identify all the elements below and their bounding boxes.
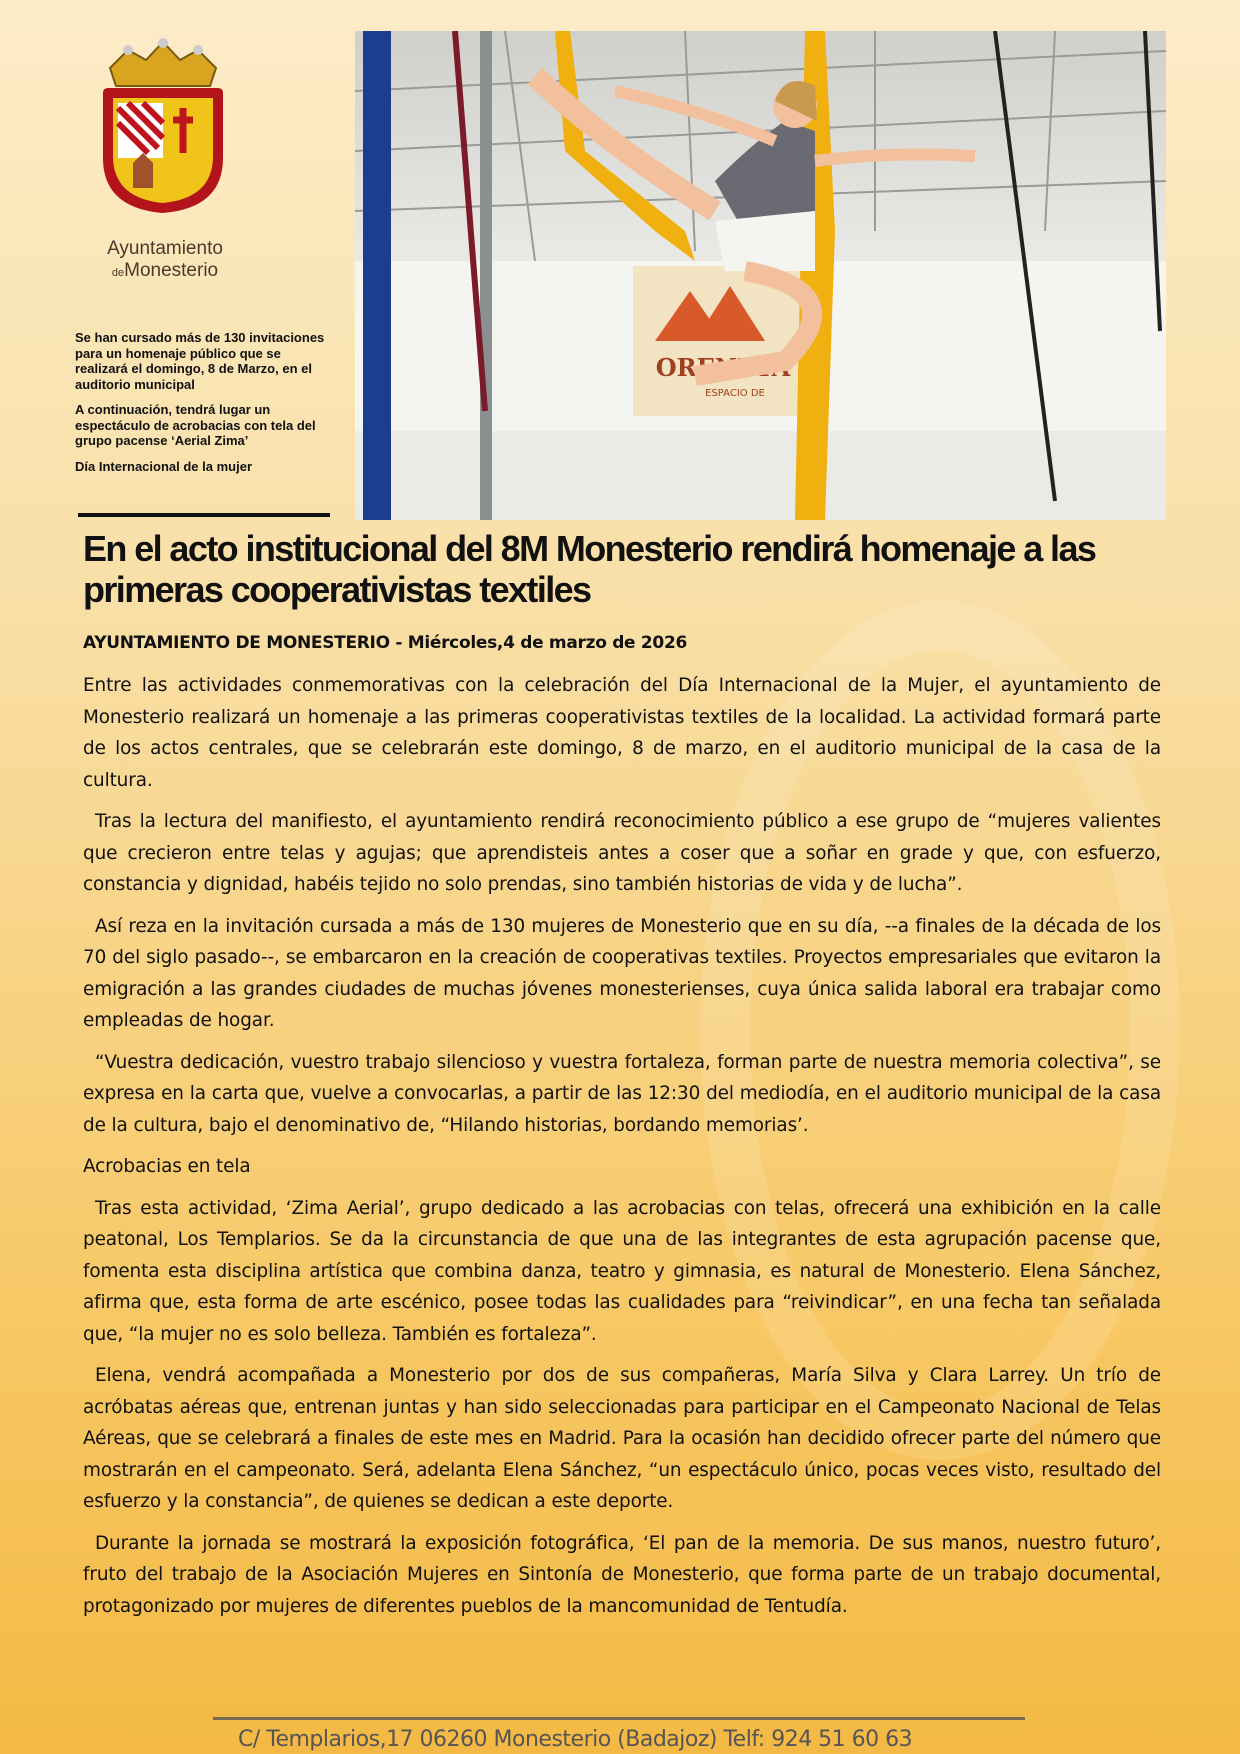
logo-text <box>90 238 240 284</box>
highlight-1: Se han cursado más de 130 invitaciones para un homenaje público que se realizará el domingo, 8 de Marzo, en el auditorio municipal <box>75 330 325 392</box>
logo-de: de <box>111 267 125 279</box>
highlight-2: A continuación, tendrá lugar un espectáculo de acrobacias con tela del grupo pacense ‘Aerial Zima’ <box>75 402 316 448</box>
paragraph: Durante la jornada se mostrará la exposición fotográfica, ‘El pan de la memoria. De sus manos, nuestro futuro’, fruto del trabajo de la Asociación Mujeres en Sintonía de Monesterio, que forma parte de un trabajo documental, protagonizado por mujeres de diferentes pueblos de la mancomunidad de Tentudía. <box>83 1532 1161 1617</box>
byline: AYUNTAMIENTO DE MONESTERIO - Miércoles,4 de marzo de 2026 <box>83 633 688 653</box>
divider <box>78 513 330 517</box>
sidebar-highlights <box>75 330 335 484</box>
logo-line-2 <box>90 260 240 284</box>
coat-of-arms-logo <box>88 38 238 238</box>
footer-address: C/ Templarios,17 06260 Monesterio (Badajoz) Telf: 924 51 60 63 <box>238 1727 913 1752</box>
paragraph: “Vuestra dedicación, vuestro trabajo silencioso y vuestra fortaleza, forman parte de nuestra memoria colectiva”, se expresa en la carta que, vuelve a convocarlas, a partir de las 12:30 del mediodía, en el auditorio municipal de la casa de la cultura, bajo el denominativo de, “Hilando historias, bordando memorias’. <box>83 1051 1161 1136</box>
headline: En el acto institucional del 8M Monesterio rendirá homenaje a las primeras cooperativistas textiles <box>83 528 1096 610</box>
aerial-acrobat-photo <box>355 31 1166 520</box>
footer-rule <box>213 1717 1025 1720</box>
paragraph: Elena, vendrá acompañada a Monesterio por dos de sus compañeras, María Silva y Clara Larrey. Un trío de acróbatas aéreas que, entrenan juntas y han sido seleccionadas para participar en el Campeonato Nacional de Telas Aéreas, que se celebrará a finales de este mes en Madrid. Para la ocasión han decidido ofrecer parte del número que mostrarán en el campeonato. Será, adelanta Elena Sánchez, “un espectáculo único, pocas veces visto, resultado del esfuerzo y la constancia”, de quienes se dedican a este deporte. <box>83 1365 1161 1512</box>
paragraph: Entre las actividades conmemorativas con la celebración del Día Internacional de la Mujer, el ayuntamiento de Monesterio realizará un homenaje a las primeras cooperativistas textiles de la localidad. La actividad formará parte de los actos centrales, que se celebrarán este domingo, 8 de marzo, en el auditorio municipal de la casa de la cultura. <box>83 675 1161 791</box>
paragraph: Tras esta actividad, ‘Zima Aerial’, grupo dedicado a las acrobacias con telas, ofrecerá una exhibición en la calle peatonal, Los Templarios. Se da la circunstancia de que una de las integrantes de esta agrupación pacense que, fomenta esta disciplina artística que combina danza, teatro y gimnasia, es natural de Monesterio. Elena Sánchez, afirma que, esta forma de arte escénico, posee todas las cualidades para “reivindicar”, en una fecha tan señalada que, “la mujer no es solo belleza. También es fortaleza”. <box>83 1197 1161 1345</box>
paragraph: Así reza en la invitación cursada a más de 130 mujeres de Monesterio que en su día, --a finales de la década de los 70 del siglo pasado--, se embarcaron en la creación de cooperativas textiles. Proyectos empresariales que evitaron la emigración a las grandes ciudades de muchas jóvenes monesterienses, cuya única salida laboral era trabajar como empleadas de hogar. <box>83 915 1161 1031</box>
highlight-3: Día Internacional de la mujer <box>75 458 252 474</box>
paragraph: Tras la lectura del manifiesto, el ayuntamiento rendirá reconocimiento público a ese grupo de “mujeres valientes que crecieron entre telas y agujas; que aprendisteis antes a coser que a soñar en grade y que, con esfuerzo, constancia y dignidad, habéis tejido no solo prendas, sino también historias de vida y de lucha”. <box>83 811 1161 895</box>
logo-monesterio: Monesterio <box>124 260 219 281</box>
article-body <box>83 670 1161 1632</box>
banner-text: ORENETA <box>655 353 791 382</box>
banner-subtext: ESPACIO DE <box>705 388 765 399</box>
subheading: Acrobacias en tela <box>83 1156 251 1177</box>
logo-line-1: Ayuntamiento <box>107 238 223 259</box>
